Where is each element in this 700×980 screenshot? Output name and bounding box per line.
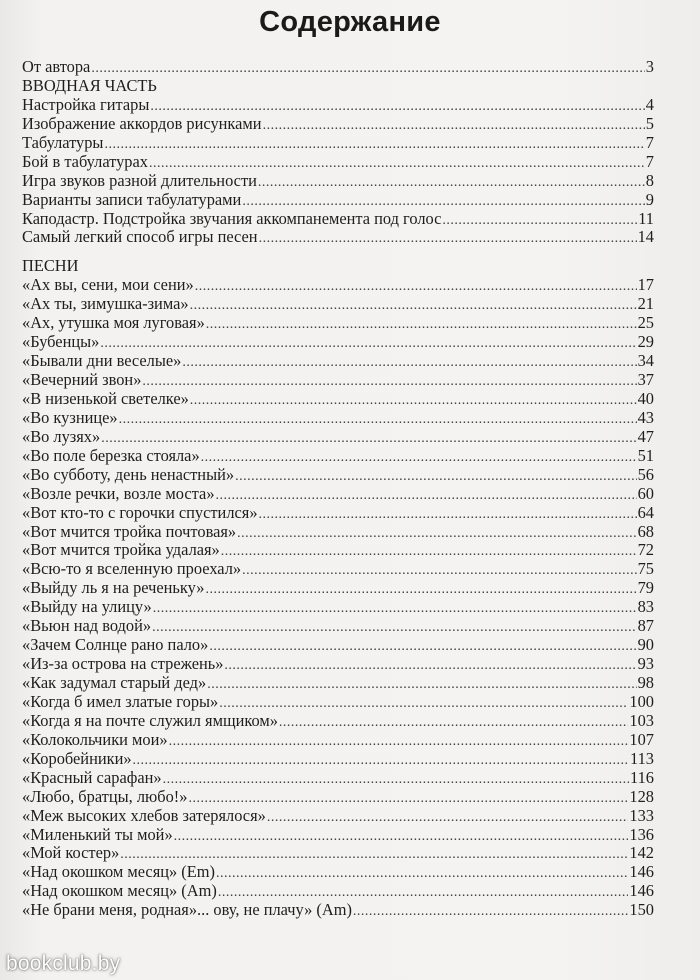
toc-entry-page: 64 bbox=[637, 502, 654, 522]
toc-entry bbox=[22, 466, 654, 485]
toc-entry-title: «Над окошком месяц» (Em) bbox=[22, 862, 215, 882]
intro-section-entries bbox=[22, 96, 654, 248]
toc-entry bbox=[22, 485, 654, 504]
toc-entry-title: «Бубенцы» bbox=[22, 332, 100, 352]
toc-entry-page: 113 bbox=[630, 748, 654, 768]
toc-leader-dots bbox=[221, 543, 637, 562]
toc-entry-title: «Не брани меня, родная»... ову, не плачу» (Am) bbox=[22, 900, 352, 920]
toc-entry-title: «Всю-то я вселенную проехал» bbox=[22, 559, 242, 579]
toc-entry bbox=[22, 863, 654, 882]
toc-entry bbox=[22, 153, 654, 172]
toc-entry bbox=[22, 390, 654, 409]
toc-leader-dots bbox=[219, 695, 628, 714]
toc-leader-dots bbox=[152, 619, 637, 638]
toc-entry-title: «Вот мчится тройка почтовая» bbox=[22, 521, 237, 541]
toc-entry-title: «Вот мчится тройка удалая» bbox=[22, 540, 220, 560]
toc-entry-title: «Меж высоких хлебов затерялося» bbox=[22, 805, 266, 825]
toc-entry-page: 43 bbox=[637, 407, 654, 427]
toc-entry bbox=[22, 504, 654, 523]
toc-leader-dots bbox=[142, 373, 636, 392]
toc-entry-page: 100 bbox=[629, 691, 654, 711]
toc-entry-page: 103 bbox=[629, 710, 654, 730]
toc-leader-dots bbox=[190, 392, 637, 411]
toc-entry-title: «Вот кто-то с горочки спустился» bbox=[22, 502, 258, 522]
toc-entry-page: 56 bbox=[637, 464, 654, 484]
watermark-logo: bookclub.by bbox=[6, 952, 121, 975]
toc-entry-page: 8 bbox=[645, 170, 654, 190]
toc-entry bbox=[22, 191, 654, 210]
toc-leader-dots bbox=[163, 771, 629, 790]
toc-leader-dots bbox=[353, 903, 628, 922]
toc-entry-page: 93 bbox=[637, 654, 654, 674]
toc-entry bbox=[22, 750, 654, 769]
toc-entry bbox=[22, 428, 654, 447]
toc-entry-page: 4 bbox=[645, 94, 654, 114]
toc-entry bbox=[22, 115, 654, 134]
toc-entry-title: «Выйду на улицу» bbox=[22, 597, 152, 617]
toc-entry-title: «Вьюн над водой» bbox=[22, 616, 152, 636]
toc-entry bbox=[22, 371, 654, 390]
toc-entry bbox=[22, 579, 654, 598]
toc-entry bbox=[22, 693, 654, 712]
toc-entry-title: Варианты записи табулатурами bbox=[22, 189, 242, 209]
toc-entry-title: «Миленький ты мой» bbox=[22, 824, 173, 844]
toc-leader-dots bbox=[201, 449, 637, 468]
toc-entry-title: «Ах вы, сени, мои сени» bbox=[22, 275, 194, 295]
toc-entry-title: «Из-за острова на стрежень» bbox=[22, 654, 224, 674]
toc-leader-dots bbox=[206, 316, 637, 335]
toc-entry-page: 146 bbox=[629, 881, 654, 901]
toc-leader-dots bbox=[205, 581, 636, 600]
toc-leader-dots bbox=[242, 562, 637, 581]
toc-entry bbox=[22, 882, 654, 901]
toc-entry bbox=[22, 333, 654, 352]
toc-entry bbox=[22, 172, 654, 191]
toc-entry-page: 34 bbox=[637, 351, 654, 371]
toc-entry bbox=[22, 655, 654, 674]
toc-entry-page: 87 bbox=[637, 616, 654, 636]
toc-entry-page: 79 bbox=[637, 578, 654, 598]
table-of-contents bbox=[22, 58, 654, 920]
toc-leader-dots bbox=[174, 828, 629, 847]
toc-entry-title: «Во поле березка стояла» bbox=[22, 445, 200, 465]
toc-entry-title: «Зачем Солнце рано пало» bbox=[22, 635, 209, 655]
toc-entry bbox=[22, 409, 654, 428]
toc-entry bbox=[22, 844, 654, 863]
toc-entry-title: «Возле речки, возле моста» bbox=[22, 483, 215, 503]
toc-entry bbox=[22, 276, 654, 295]
toc-entry bbox=[22, 295, 654, 314]
toc-entry-title: Бой в табулатурах bbox=[22, 151, 148, 171]
toc-entry bbox=[22, 636, 654, 655]
toc-entry-page: 9 bbox=[645, 189, 654, 209]
section-heading-songs: ПЕСНИ bbox=[22, 256, 79, 276]
toc-leader-dots bbox=[119, 411, 637, 430]
toc-entry-title: «Во лузях» bbox=[22, 426, 101, 446]
toc-entry-page: 7 bbox=[645, 132, 654, 152]
toc-entry-page: 47 bbox=[637, 426, 654, 446]
toc-entry-page: 128 bbox=[629, 786, 654, 806]
toc-leader-dots bbox=[207, 676, 636, 695]
toc-entry-page: 146 bbox=[629, 862, 654, 882]
toc-leader-dots bbox=[259, 506, 637, 525]
toc-entry-page: 37 bbox=[637, 370, 654, 389]
intro-entries bbox=[22, 58, 654, 77]
toc-entry-page: 25 bbox=[637, 313, 654, 333]
toc-leader-dots bbox=[235, 468, 637, 487]
toc-entry bbox=[22, 788, 654, 807]
toc-leader-dots bbox=[442, 212, 637, 231]
toc-entry-title: Самый легкий способ игры песен bbox=[22, 227, 258, 247]
toc-entry-title: «Как задумал старый дед» bbox=[22, 673, 207, 692]
toc-entry bbox=[22, 674, 654, 693]
toc-entry-title: Табулатуры bbox=[22, 132, 104, 152]
toc-leader-dots bbox=[224, 657, 636, 676]
toc-entry-page: 7 bbox=[645, 151, 654, 171]
toc-entry-title: «Когда я на почте служил ямщиком» bbox=[22, 710, 278, 730]
toc-entry-title: «Во кузнице» bbox=[22, 407, 118, 427]
toc-entry bbox=[22, 617, 654, 636]
section-heading-intro: ВВОДНАЯ ЧАСТЬ bbox=[22, 75, 157, 95]
toc-entry-title: «Ах, утушка моя луговая» bbox=[22, 313, 205, 333]
toc-entry-title: «Вечерний звон» bbox=[22, 370, 142, 389]
toc-leader-dots bbox=[267, 809, 629, 828]
toc-entry-title: «Бывали дни веселые» bbox=[22, 351, 182, 371]
toc-entry-page: 150 bbox=[629, 900, 654, 920]
toc-leader-dots bbox=[91, 60, 644, 79]
toc-entry-page: 11 bbox=[638, 208, 654, 228]
toc-entry-title: «Выйду ль я на реченьку» bbox=[22, 578, 205, 598]
toc-entry-page: 116 bbox=[630, 767, 654, 787]
toc-entry-page: 3 bbox=[645, 57, 654, 76]
toc-entry-page: 133 bbox=[629, 805, 654, 825]
toc-entry bbox=[22, 598, 654, 617]
toc-entry bbox=[22, 447, 654, 466]
toc-leader-dots bbox=[153, 600, 637, 619]
toc-entry-title: От автора bbox=[22, 57, 91, 76]
toc-entry-page: 142 bbox=[629, 843, 654, 863]
toc-entry-page: 21 bbox=[637, 294, 654, 314]
toc-leader-dots bbox=[279, 714, 628, 733]
toc-entry-title: «Любо, братцы, любо!» bbox=[22, 786, 188, 806]
toc-entry bbox=[22, 96, 654, 115]
toc-entry bbox=[22, 826, 654, 845]
toc-leader-dots bbox=[195, 278, 637, 297]
toc-entry-page: 40 bbox=[637, 388, 654, 408]
toc-entry-title: «Во субботу, день ненастный» bbox=[22, 464, 235, 484]
toc-entry-title: «Красный сарафан» bbox=[22, 767, 162, 787]
toc-entry bbox=[22, 901, 654, 920]
toc-entry bbox=[22, 769, 654, 788]
toc-entry-page: 14 bbox=[637, 227, 654, 247]
toc-leader-dots bbox=[216, 487, 637, 506]
toc-entry bbox=[22, 541, 654, 560]
toc-entry-title: Настройка гитары bbox=[22, 94, 150, 114]
toc-leader-dots bbox=[258, 174, 645, 193]
toc-entry bbox=[22, 712, 654, 731]
toc-entry-title: «Мой костер» bbox=[22, 843, 120, 863]
toc-entry-page: 17 bbox=[637, 275, 654, 295]
toc-entry-title: «В низенькой светелке» bbox=[22, 388, 189, 408]
toc-entry bbox=[22, 560, 654, 579]
toc-entry-page: 98 bbox=[637, 673, 654, 692]
toc-entry bbox=[22, 523, 654, 542]
toc-entry-title: Изображение аккордов рисунками bbox=[22, 113, 262, 133]
toc-entry-title: «Когда б имел златые горы» bbox=[22, 691, 219, 711]
toc-entry-page: 72 bbox=[637, 540, 654, 560]
toc-entry-page: 83 bbox=[637, 597, 654, 617]
toc-entry-page: 5 bbox=[645, 113, 654, 133]
toc-entry bbox=[22, 731, 654, 750]
toc-entry-title: «Коробейники» bbox=[22, 748, 132, 768]
toc-entry-page: 68 bbox=[637, 521, 654, 541]
toc-entry-page: 90 bbox=[637, 635, 654, 655]
toc-leader-dots bbox=[209, 638, 636, 657]
toc-entry-title: «Колокольчики мои» bbox=[22, 729, 168, 749]
toc-leader-dots bbox=[237, 525, 637, 544]
toc-entry-page: 29 bbox=[637, 332, 654, 352]
toc-entry bbox=[22, 58, 654, 77]
toc-entry-page: 51 bbox=[637, 445, 654, 465]
toc-entry bbox=[22, 352, 654, 371]
toc-entry bbox=[22, 210, 654, 229]
toc-entry bbox=[22, 134, 654, 153]
toc-leader-dots bbox=[190, 297, 637, 316]
toc-leader-dots bbox=[104, 136, 644, 155]
toc-entry-title: «Над окошком месяц» (Am) bbox=[22, 881, 217, 901]
toc-entry-page: 75 bbox=[637, 559, 654, 579]
toc-entry-title: Игра звуков разной длительности bbox=[22, 170, 257, 190]
toc-leader-dots bbox=[182, 354, 636, 373]
toc-leader-dots bbox=[259, 230, 637, 249]
toc-entry bbox=[22, 314, 654, 333]
song-entries bbox=[22, 276, 654, 920]
toc-entry-page: 136 bbox=[629, 824, 654, 844]
toc-leader-dots bbox=[169, 733, 629, 752]
toc-leader-dots bbox=[133, 752, 629, 771]
toc-leader-dots bbox=[263, 117, 645, 136]
page-title: Содержание bbox=[259, 6, 441, 38]
toc-entry bbox=[22, 807, 654, 826]
toc-entry-title: «Ах ты, зимушка-зима» bbox=[22, 294, 189, 314]
toc-entry-page: 60 bbox=[637, 483, 654, 503]
toc-entry-page: 107 bbox=[629, 729, 654, 749]
toc-entry-title: Каподастр. Подстройка звучания аккомпанемента под голос bbox=[22, 208, 442, 228]
toc-leader-dots bbox=[216, 865, 628, 884]
toc-entry bbox=[22, 228, 654, 247]
